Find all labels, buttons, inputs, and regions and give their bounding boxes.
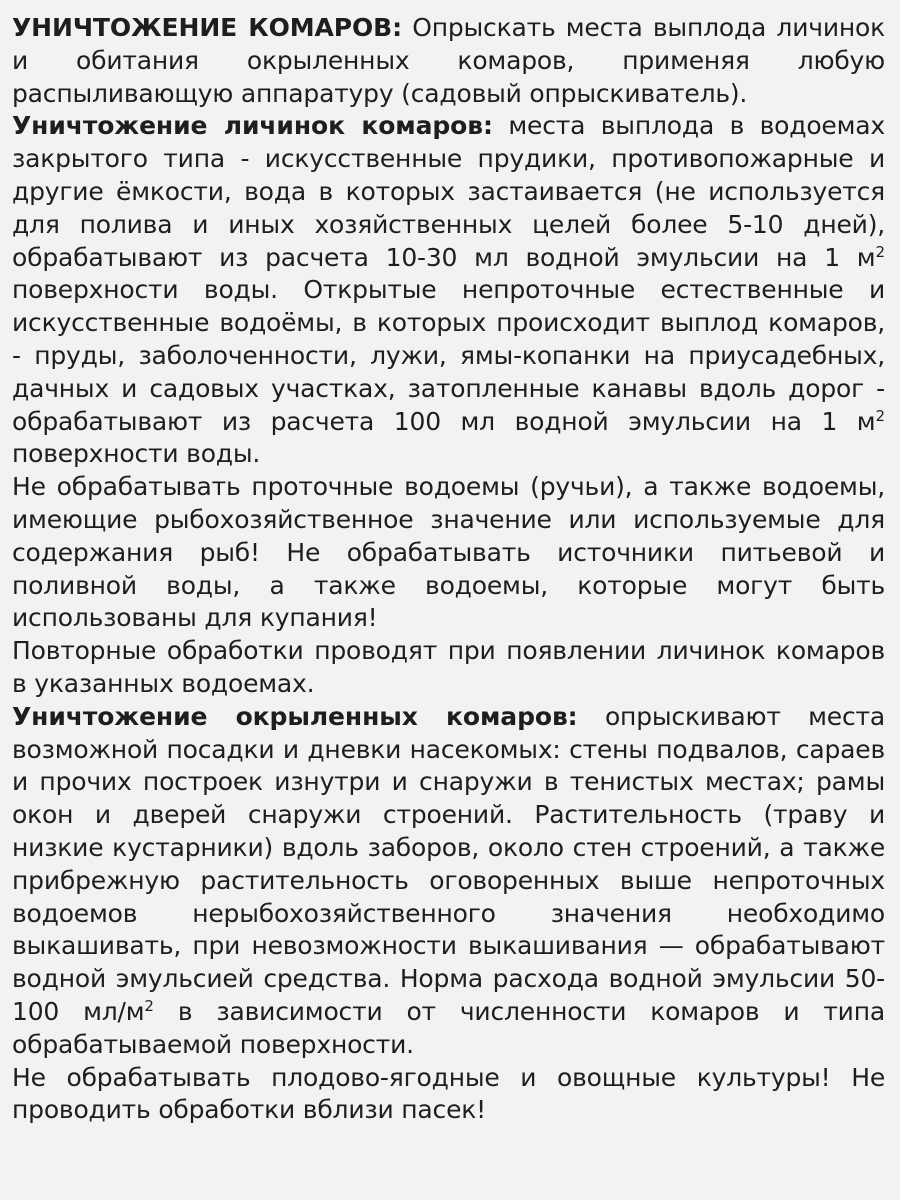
paragraph-larvae-control — [12, 110, 885, 471]
paragraph-text: поверхности воды. — [12, 439, 261, 469]
paragraph-text: в зависимости от численности комаров и типа обрабатываемой поверхности. — [12, 996, 885, 1059]
paragraph-text: Повторные обработки проводят при появлении личинок комаров в указанных водоемах. — [12, 636, 885, 698]
paragraph-mosquito-control — [12, 12, 885, 110]
paragraph-text: Не обрабатывать плодово-ягодные и овощные культуры! Не проводить обработки вблизи пасек! — [12, 1062, 885, 1125]
heading-larvae-control: Уничтожение личинок комаров: — [12, 111, 493, 141]
paragraph-warning-water — [12, 471, 885, 635]
paragraph-text: Не обрабатывать проточные водоемы (ручьи), а также водоемы, имеющие рыбохозяйственное значение или используемые для содержания рыб! Не обрабатывать источники питьевой и поливной воды, а также водоемы, которые могут быть использованы для купания! — [12, 472, 885, 633]
superscript-squared: 2 — [875, 406, 885, 425]
superscript-squared: 2 — [144, 996, 154, 1015]
heading-adult-control: Уничтожение окрыленных комаров: — [12, 701, 578, 731]
paragraph-warning-crops — [12, 1062, 885, 1128]
superscript-squared: 2 — [875, 242, 885, 261]
paragraph-text: поверхности воды. Открытые непроточные естественные и искусственные водоёмы, в которых происходит выплод комаров, - пруды, заболоченности, лужи, ямы-копанки на приусадебных, дачных и садовых участках, затопленные канавы вдоль дорог - обрабатывают из расчета 100 мл водной эмульсии на 1 м — [12, 275, 885, 436]
paragraph-text: Опрыскать места выплода личинок и обитания окрыленных комаров, применяя любую распыливающую аппаратуру (садовый опрыскиватель). — [12, 13, 886, 108]
heading-mosquito-control: УНИЧТОЖЕНИЕ КОМАРОВ: — [12, 13, 402, 42]
paragraph-text: места выплода в водоемах закрытого типа - искусственные прудики, противопожарные и другие ёмкости, вода в которых застаивается (не используется для полива и иных хозяйственных целей более 5-10 дней), обрабатывают из расчета 10-30 мл водной эмульсии на 1 м — [12, 111, 885, 272]
paragraph-repeat-treatment — [12, 635, 885, 701]
paragraph-adult-control — [12, 701, 885, 1062]
paragraph-text: опрыскивают места возможной посадки и дневки насекомых: стены подвалов, сараев и прочих построек изнутри и снаружи в тенистых местах; рамы окон и дверей снаружи строений. Растительность (траву и низкие кустарники) вдоль заборов, около стен строений, а также прибрежную растительность оговоренных выше непроточных водоемов нерыбохозяйственного значения необходимо выкашивать, при невозможности выкашивания — обрабатывают водной эмульсией средства. Норма расхода водной эмульсии 50-100 мл/м — [12, 701, 886, 1026]
